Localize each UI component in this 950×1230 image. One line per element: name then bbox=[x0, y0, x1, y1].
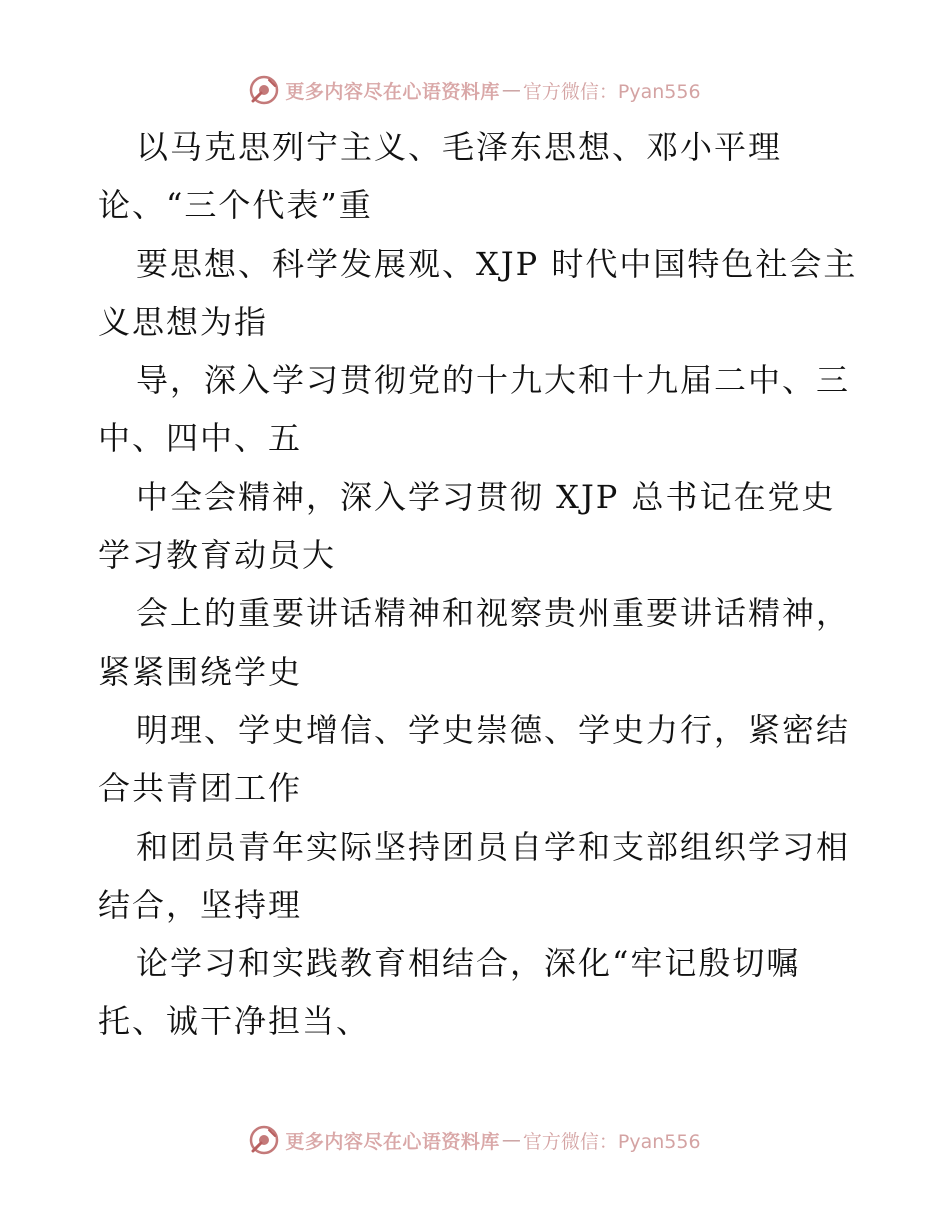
body-line: 结合，坚持理 bbox=[98, 885, 303, 924]
pen-logo-icon bbox=[249, 1125, 279, 1155]
body-line: 合共青团工作 bbox=[98, 769, 303, 808]
body-line: 以马克思列宁主义、毛泽东思想、邓小平理 bbox=[136, 128, 783, 166]
footer-watermark bbox=[0, 1120, 950, 1160]
body-line: 义思想为指 bbox=[98, 302, 269, 341]
watermark-brand: 更多内容尽在心语资料库 bbox=[285, 80, 500, 103]
header-watermark bbox=[0, 70, 950, 110]
body-line: 论、“三个代表”重 bbox=[98, 186, 373, 225]
body-line: 托、诚干净担当、 bbox=[98, 1002, 371, 1041]
body-line: 和团员青年实际坚持团员自学和支部组织学习相 bbox=[136, 827, 851, 866]
body-line: 要思想、科学发展观、XJP 时代中国特色社会主 bbox=[136, 244, 858, 283]
body-line: 会上的重要讲话精神和视察贵州重要讲话精神， bbox=[136, 594, 851, 633]
watermark-separator: — bbox=[501, 1129, 521, 1151]
body-line: 导，深入学习贯彻党的十九大和十九届二中、三 bbox=[136, 361, 851, 400]
watermark-wechat: 官方微信：Pyan556 bbox=[522, 1130, 701, 1153]
pen-logo-icon bbox=[249, 75, 279, 105]
body-line: 明理、学史增信、学史崇德、学史力行，紧密结 bbox=[136, 710, 851, 749]
document-body bbox=[98, 118, 878, 1051]
body-line: 中全会精神，深入学习贯彻 XJP 总书记在党史 bbox=[136, 477, 836, 516]
body-line: 学习教育动员大 bbox=[98, 536, 337, 575]
body-line: 紧紧围绕学史 bbox=[98, 652, 303, 691]
watermark-separator: — bbox=[501, 79, 521, 101]
watermark-wechat: 官方微信：Pyan556 bbox=[522, 80, 701, 103]
body-line: 中、四中、五 bbox=[98, 419, 303, 458]
body-line: 论学习和实践教育相结合，深化“牢记殷切嘱 bbox=[136, 944, 801, 983]
watermark-brand: 更多内容尽在心语资料库 bbox=[285, 1130, 500, 1153]
